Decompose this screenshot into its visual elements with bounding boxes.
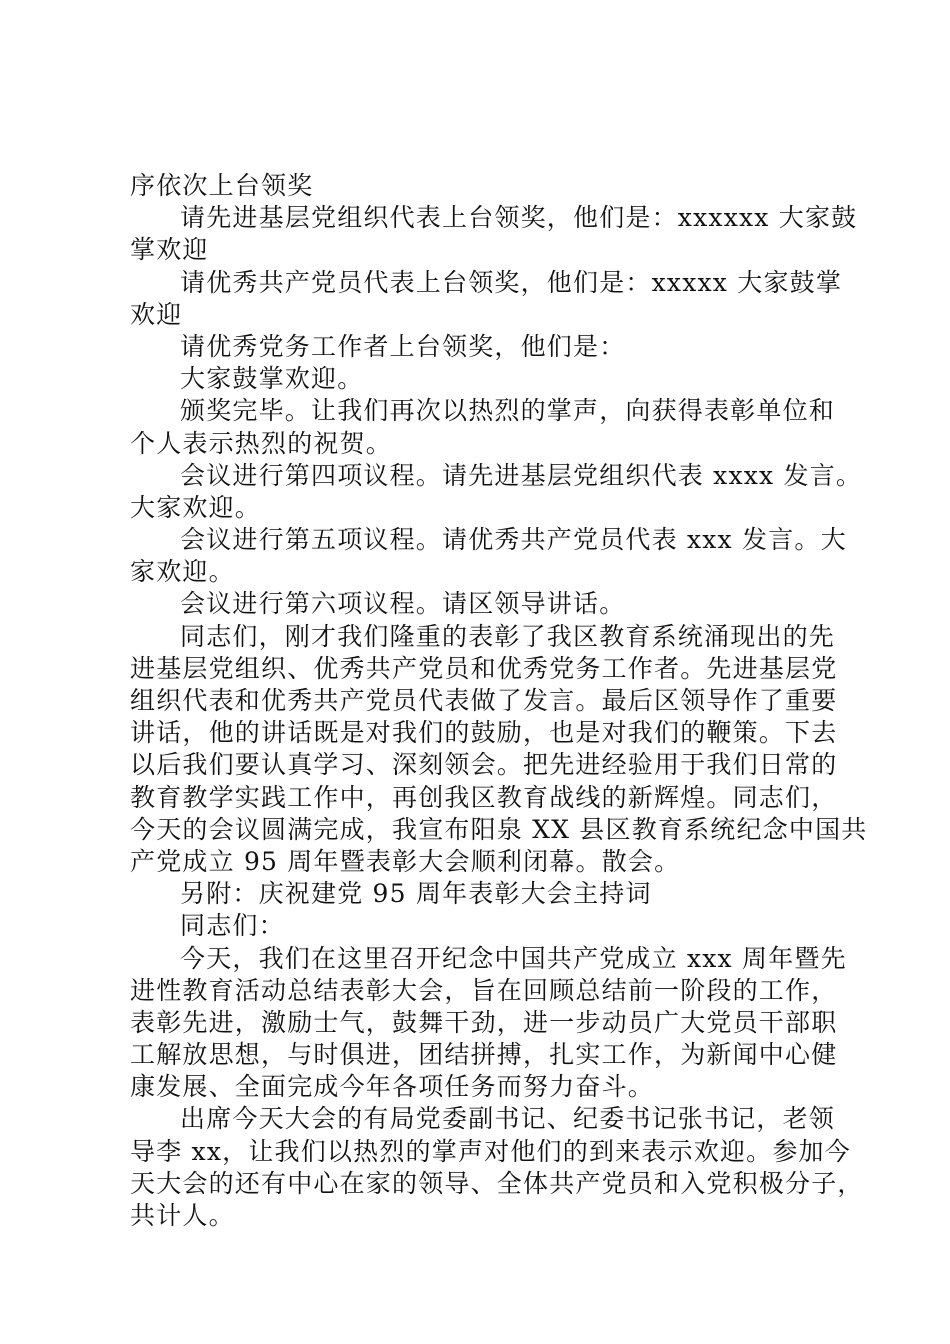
- text-line: 工解放思想，与时俱进，团结拼搏，扎实工作，为新闻中心健: [130, 1040, 838, 1070]
- text-line: 产党成立 95 周年暨表彰大会顺利闭幕。散会。: [130, 846, 681, 876]
- text-line: 请优秀党务工作者上台领奖，他们是：: [180, 331, 626, 361]
- text-line: 大家鼓掌欢迎。: [180, 364, 364, 394]
- text-line: 家欢迎。: [130, 557, 235, 587]
- text-line: 导李 xx，让我们以热烈的掌声对他们的到来表示欢迎。参加今: [130, 1136, 851, 1166]
- text-line: 今天的会议圆满完成，我宣布阳泉 XX 县区教育系统纪念中国共: [130, 814, 868, 844]
- text-line: 教育教学实践工作中，再创我区教育战线的新辉煌。同志们，: [130, 782, 838, 812]
- text-line: 请先进基层党组织代表上台领奖，他们是：xxxxxx 大家鼓: [180, 203, 858, 233]
- text-line: 大家欢迎。: [130, 492, 262, 522]
- text-line: 会议进行第六项议程。请区领导讲话。: [180, 589, 626, 619]
- text-line: 今天，我们在这里召开纪念中国共产党成立 xxx 周年暨先: [180, 943, 847, 973]
- text-line: 进性教育活动总结表彰大会，旨在回顾总结前一阶段的工作，: [130, 975, 838, 1005]
- text-line: 同志们：: [180, 911, 285, 941]
- text-line: 另附：庆祝建党 95 周年表彰大会主持词: [180, 879, 652, 909]
- text-line: 讲话，他的讲话既是对我们的鼓励，也是对我们的鞭策。下去: [130, 718, 838, 748]
- text-line: 组织代表和优秀共产党员代表做了发言。最后区领导作了重要: [130, 686, 838, 715]
- text-line: 颁奖完毕。让我们再次以热烈的掌声，向获得表彰单位和: [180, 396, 836, 426]
- text-line: 掌欢迎: [130, 235, 209, 265]
- text-line: 共计人。: [130, 1201, 235, 1230]
- text-line: 以后我们要认真学习、深刻领会。把先进经验用于我们日常的: [130, 750, 838, 780]
- text-line: 欢迎: [130, 299, 183, 329]
- text-line: 会议进行第四项议程。请先进基层党组织代表 xxxx 发言。: [180, 460, 863, 490]
- text-line: 请优秀共产党员代表上台领奖，他们是：xxxxx 大家鼓掌: [180, 267, 843, 297]
- document-body: [130, 170, 868, 1232]
- text-line: 序依次上台领奖: [130, 171, 314, 200]
- text-line: 表彰先进，激励士气，鼓舞干劲，进一步动员广大党员干部职: [130, 1007, 838, 1037]
- text-line: 康发展、全面完成今年各项任务而努力奋斗。: [130, 1072, 655, 1102]
- text-line: 同志们，刚才我们隆重的表彰了我区教育系统涌现出的先: [180, 621, 836, 651]
- text-line: 天大会的还有中心在家的领导、全体共产党员和入党积极分子，: [130, 1168, 864, 1198]
- text-line: 会议进行第五项议程。请优秀共产党员代表 xxx 发言。大: [180, 525, 847, 555]
- text-line: 出席今天大会的有局党委副书记、纪委书记张书记，老领: [180, 1104, 836, 1134]
- text-line: 个人表示热烈的祝贺。: [130, 428, 393, 458]
- text-line: 进基层党组织、优秀共产党员和优秀党务工作者。先进基层党: [130, 653, 838, 683]
